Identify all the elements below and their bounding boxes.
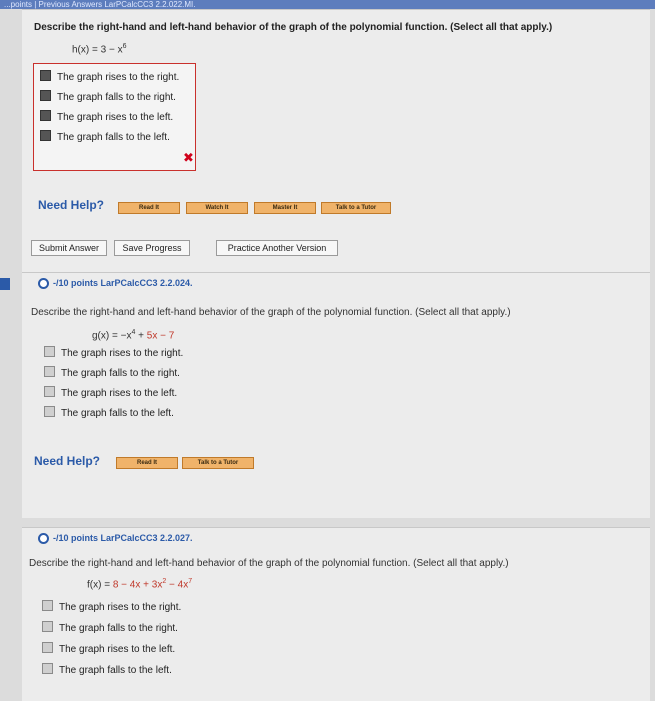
checkbox[interactable] — [42, 621, 53, 632]
q3-formula-lhs: f(x) = — [87, 579, 113, 591]
q2-option-label: The graph rises to the right. — [61, 348, 184, 359]
q1-option-rises-left[interactable] — [40, 110, 173, 123]
checkbox[interactable] — [44, 386, 55, 397]
q2-prompt: Describe the right-hand and left-hand behavior of the graph of the polynomial function. (Select all that apply.) — [31, 307, 511, 318]
status-dot-icon — [38, 278, 49, 289]
q2-read-it-button[interactable]: Read It — [116, 457, 178, 469]
submit-answer-button[interactable]: Submit Answer — [31, 240, 107, 256]
q1-read-it-button[interactable]: Read It — [118, 202, 180, 214]
q3-option-label: The graph rises to the left. — [59, 644, 176, 655]
question-card-3 — [22, 527, 650, 701]
q1-master-it-button[interactable]: Master It — [254, 202, 316, 214]
checkbox[interactable] — [44, 406, 55, 417]
checkbox[interactable] — [42, 600, 53, 611]
q3-header — [22, 528, 650, 548]
q3-option-label: The graph falls to the left. — [59, 665, 172, 676]
checkbox[interactable] — [40, 90, 51, 101]
status-dot-icon — [38, 533, 49, 544]
q2-header-text: -/10 points LarPCalcCC3 2.2.024. — [53, 278, 193, 288]
q3-formula-terms-1: 8 − 4x + 3x — [112, 579, 163, 591]
q2-option-rises-left[interactable] — [44, 386, 177, 399]
q1-option-label: The graph falls to the left. — [57, 132, 170, 143]
question-card-1 — [22, 9, 650, 272]
checkbox[interactable] — [40, 110, 51, 121]
q1-prompt: Describe the right-hand and left-hand behavior of the graph of the polynomial function. (Select all that apply.) — [34, 22, 553, 33]
save-progress-button[interactable]: Save Progress — [114, 240, 190, 256]
q3-formula-exponent-1: 2 — [162, 578, 167, 585]
q3-option-rises-left[interactable] — [42, 642, 175, 655]
q1-watch-it-button[interactable]: Watch It — [186, 202, 248, 214]
q2-formula-plus: + — [135, 330, 147, 342]
q2-option-falls-left[interactable] — [44, 406, 174, 419]
q2-formula-lhs: g(x) = −x — [92, 330, 132, 342]
previous-question-header — [0, 0, 655, 9]
checkbox[interactable] — [44, 366, 55, 377]
q2-option-label: The graph falls to the right. — [61, 368, 180, 379]
q1-option-falls-left[interactable] — [40, 130, 170, 143]
q1-formula — [72, 43, 126, 55]
checkbox[interactable] — [42, 642, 53, 653]
q2-formula — [92, 329, 174, 341]
q1-option-label: The graph rises to the left. — [57, 112, 174, 123]
q1-option-label: The graph falls to the right. — [57, 92, 176, 103]
checkbox[interactable] — [42, 663, 53, 674]
q2-need-help: Need Help? — [34, 454, 101, 468]
checkbox[interactable] — [40, 70, 51, 81]
q1-option-label: The graph rises to the right. — [57, 72, 180, 83]
previous-header-text: ...points | Previous Answers LarPCalcCC3 2.2.022.MI. — [4, 0, 196, 9]
q2-option-falls-right[interactable] — [44, 366, 180, 379]
question-card-2 — [22, 272, 650, 518]
q3-option-label: The graph falls to the right. — [59, 623, 178, 634]
q3-formula — [87, 578, 192, 590]
q2-option-label: The graph falls to the left. — [61, 408, 174, 419]
q2-talk-to-tutor-button[interactable]: Talk to a Tutor — [182, 457, 254, 469]
q3-option-falls-right[interactable] — [42, 621, 178, 634]
q3-option-rises-right[interactable] — [42, 600, 181, 613]
q2-formula-exponent: 4 — [131, 329, 136, 336]
practice-another-version-button[interactable]: Practice Another Version — [216, 240, 338, 256]
q1-formula-exponent: 6 — [122, 43, 127, 50]
q1-option-rises-right[interactable] — [40, 70, 179, 83]
q1-talk-to-tutor-button[interactable]: Talk to a Tutor — [321, 202, 391, 214]
q3-prompt: Describe the right-hand and left-hand behavior of the graph of the polynomial function. (Select all that apply.) — [29, 558, 509, 569]
q1-need-help: Need Help? — [38, 198, 105, 212]
q2-option-label: The graph rises to the left. — [61, 388, 178, 399]
q2-formula-terms: 5x − 7 — [146, 330, 175, 342]
q3-formula-exponent-2: 7 — [188, 578, 193, 585]
q1-options-box — [33, 63, 196, 171]
incorrect-x-icon: ✖ — [183, 150, 194, 165]
q1-formula-lhs: h(x) = 3 − x — [72, 44, 123, 56]
q1-option-falls-right[interactable] — [40, 90, 176, 103]
q3-formula-terms-2: − 4x — [166, 579, 189, 591]
q3-option-label: The graph rises to the right. — [59, 602, 182, 613]
q2-option-rises-right[interactable] — [44, 346, 183, 359]
checkbox[interactable] — [40, 130, 51, 141]
checkbox[interactable] — [44, 346, 55, 357]
q2-header — [22, 273, 650, 293]
question-number-tab — [0, 278, 10, 290]
q3-header-text: -/10 points LarPCalcCC3 2.2.027. — [53, 533, 193, 543]
q3-option-falls-left[interactable] — [42, 663, 172, 676]
